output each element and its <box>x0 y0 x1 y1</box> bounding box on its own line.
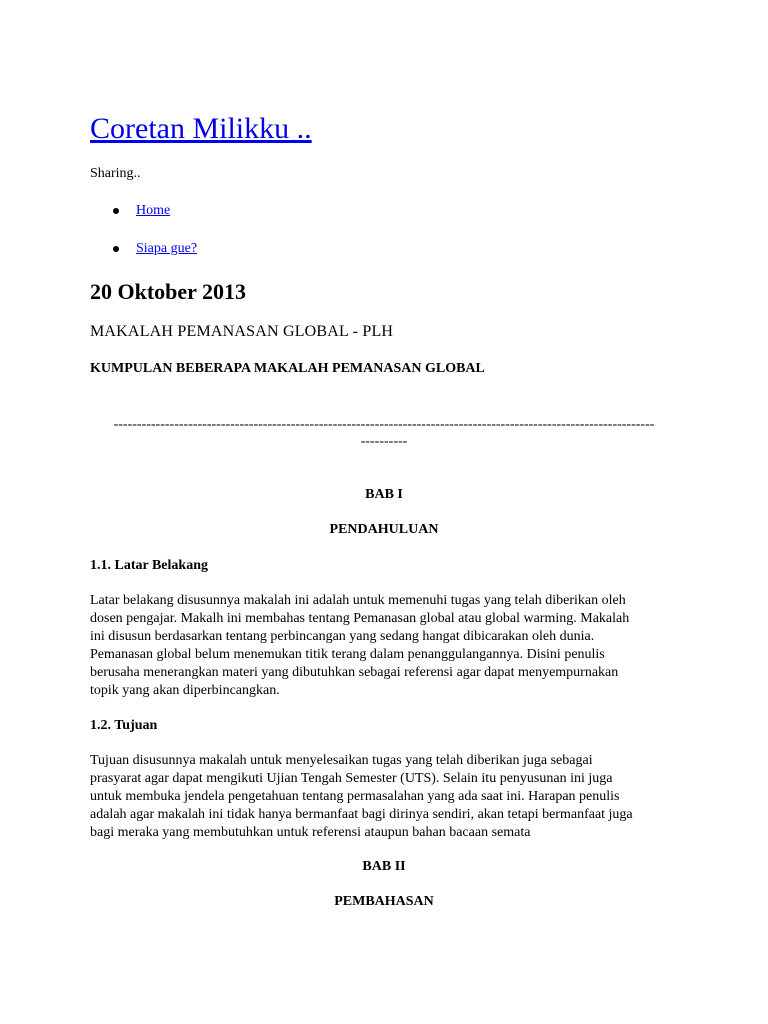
section-heading: 1.2. Tujuan <box>90 718 158 733</box>
divider-line: -------------------------------------------------------------------------------------------------------------------- <box>113 417 655 432</box>
post-title: MAKALAH PEMANASAN GLOBAL - PLH <box>90 323 394 340</box>
divider-line: ---------- <box>360 434 408 449</box>
paragraph-line: Pemanasan global belum menemukan titik terang dalam penanggulangannya. Disini penulis <box>90 647 605 662</box>
chapter-title: PEMBAHASAN <box>334 894 434 909</box>
paragraph-line: untuk membuka jendela pengetahuan tentang permasalahan yang ada saat ini. Harapan penulis <box>90 789 620 804</box>
nav-item-home <box>136 202 170 220</box>
chapter-heading: BAB II <box>362 859 406 874</box>
paragraph-line: adalah agar makalah ini tidak hanya bermanfaat bagi dirinya sendiri, akan tetapi bermanfaat juga <box>90 807 633 822</box>
bullet-icon <box>113 208 119 214</box>
paragraph-line: prasyarat agar dapat mengikuti Ujian Tengah Semester (UTS). Selain itu penyusunan ini juga <box>90 771 613 786</box>
blog-description: Sharing.. <box>90 166 141 181</box>
paragraph-line: bagi meraka yang membutuhkan untuk referensi ataupun bahan bacaan semata <box>90 825 531 840</box>
blog-title <box>90 111 312 147</box>
paragraph-line: ini disusun berdasarkan tentang perbincangan yang sedang hangat dibicarakan oleh dunia. <box>90 629 595 644</box>
post-subtitle: KUMPULAN BEBERAPA MAKALAH PEMANASAN GLOBAL <box>90 361 485 376</box>
blog-title-link[interactable]: Coretan Milikku .. <box>90 112 312 145</box>
nav-item-about <box>136 240 197 258</box>
bullet-icon <box>113 246 119 252</box>
paragraph-line: Tujuan disusunnya makalah untuk menyelesaikan tugas yang telah diberikan juga sebagai <box>90 753 593 768</box>
paragraph-line: berusaha menerangkan materi yang dibutuhkan sebagai referensi agar dapat menyempurnakan <box>90 665 619 680</box>
paragraph-line: Latar belakang disusunnya makalah ini adalah untuk memenuhi tugas yang telah diberikan oleh <box>90 593 626 608</box>
nav-link-about[interactable]: Siapa gue? <box>136 241 198 256</box>
section-heading: 1.1. Latar Belakang <box>90 558 208 573</box>
chapter-heading: BAB I <box>365 487 403 502</box>
nav-link-home[interactable]: Home <box>136 203 171 218</box>
post-date: 20 Oktober 2013 <box>90 279 247 304</box>
paragraph-line: dosen pengajar. Makalh ini membahas tentang Pemanasan global atau global warming. Makalah <box>90 611 630 626</box>
chapter-title: PENDAHULUAN <box>329 522 439 537</box>
paragraph-line: topik yang akan diperbincangkan. <box>90 683 280 698</box>
